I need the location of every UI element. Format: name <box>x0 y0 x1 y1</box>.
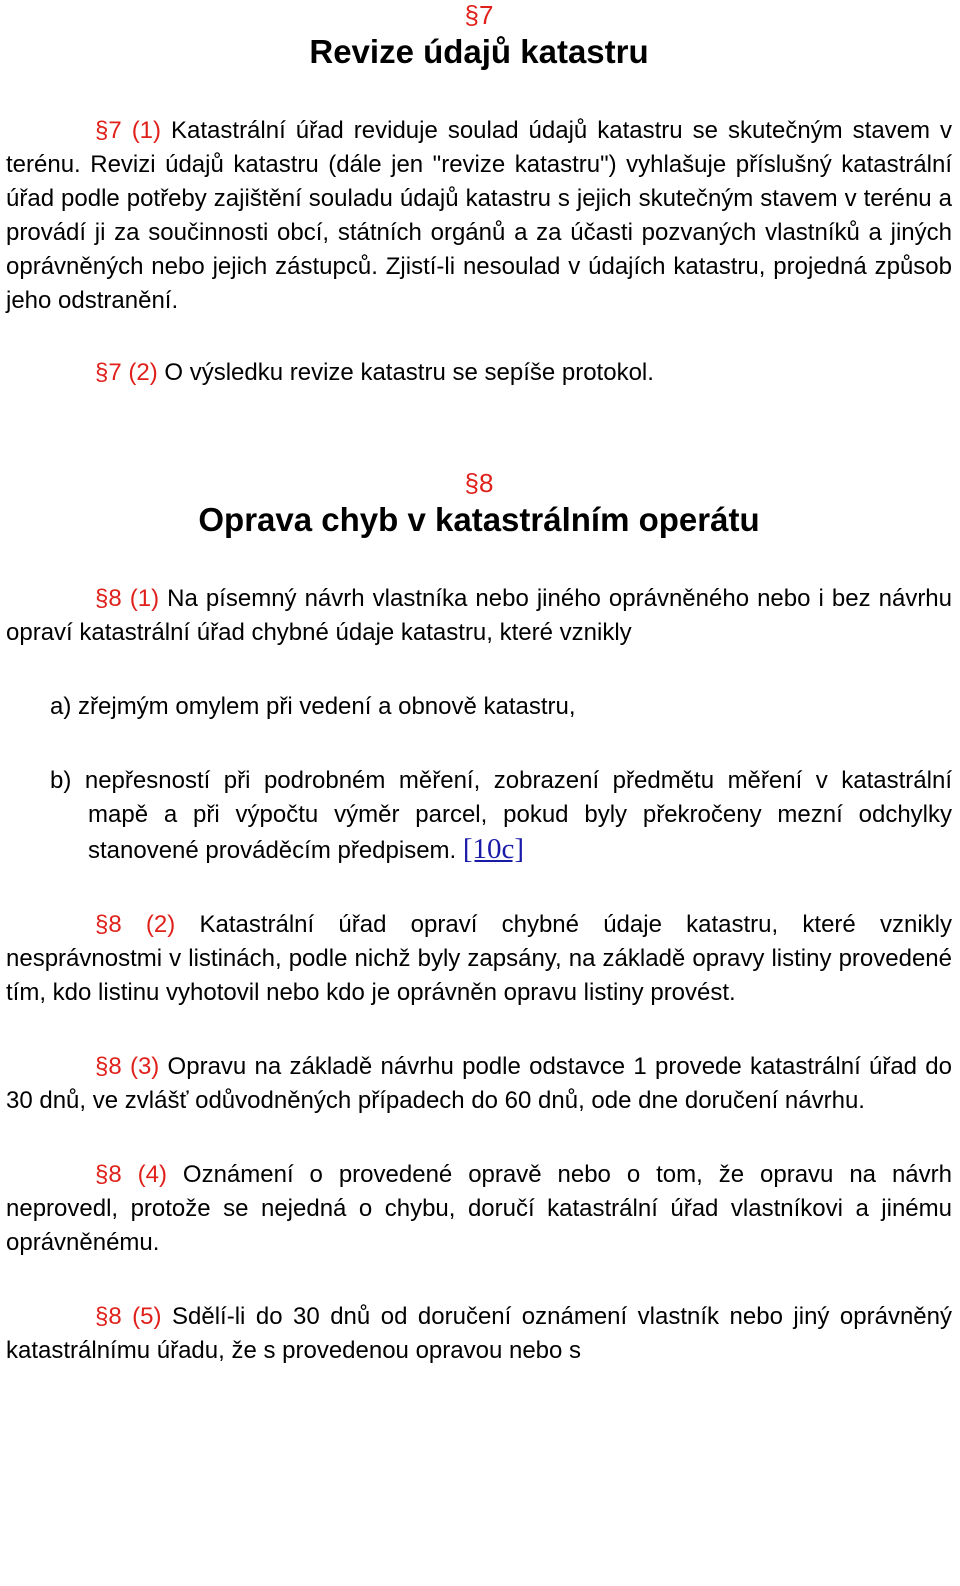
section-8-5-text: Sdělí-li do 30 dnů od doručení oznámení vlastník nebo jiný oprávněný katastrálnímu úřadu, že s provedenou opravou nebo s <box>6 1303 952 1364</box>
list-item-b-text: nepřesností při podrobném měření, zobrazení předmětu měření v katastrální mapě a při výpočtu výměr parcel, pokud byly překročeny mezní odchylky stanovené prováděcím předpisem. <box>84 767 952 864</box>
list-item-a <box>6 690 952 724</box>
section-8-paragraph-2 <box>6 908 952 1010</box>
section-8-5-link[interactable]: §8 (5) <box>95 1303 162 1330</box>
section-7-number-link[interactable]: §7 <box>464 0 494 30</box>
section-8-1-link[interactable]: §8 (1) <box>95 585 160 612</box>
section-8-number-link[interactable]: §8 <box>464 468 494 498</box>
section-7-title: Revize údajů katastru <box>309 33 649 70</box>
section-8-4-link[interactable]: §8 (4) <box>95 1161 167 1188</box>
section-8-paragraph-3 <box>6 1050 952 1118</box>
section-8-paragraph-4 <box>6 1158 952 1260</box>
section-8-2-text: Katastrální úřad opraví chybné údaje katastru, které vznikly nesprávnostmi v listinách, podle nichž byly zapsány, na základě opravy listiny provedené tím, kdo listinu vyhotovil nebo kdo je oprávněn opravu listiny provést. <box>6 911 952 1006</box>
section-8-paragraph-1 <box>6 582 952 650</box>
section-8-3-link[interactable]: §8 (3) <box>95 1053 160 1080</box>
section-8-4-text: Oznámení o provedené opravě nebo o tom, že opravu na návrh neprovedl, protože se nejedná o chybu, doručí katastrální úřad vlastníkovi a jinému oprávněnému. <box>6 1161 952 1256</box>
section-7-number[interactable] <box>6 0 952 30</box>
list-item-b <box>6 764 952 868</box>
section-7-paragraph-2 <box>6 356 952 390</box>
section-7-2-link[interactable]: §7 (2) <box>95 359 158 386</box>
section-7-1-link[interactable]: §7 (1) <box>95 117 162 144</box>
section-8-paragraph-5 <box>6 1300 952 1368</box>
footnote-10c-link[interactable]: [10c] <box>462 833 525 865</box>
section-7-1-text: Katastrální úřad reviduje soulad údajů katastru se skutečným stavem v terénu. Revizi údajů katastru (dále jen "revize katastru") vyhlašuje příslušný katastrální úřad podle potřeby zajištění souladu údajů katastru s jejich skutečným stavem v terénu a provádí ji za součinnosti obcí, státních orgánů a za účasti pozvaných vlastníků a jiných oprávněných nebo jejich zástupců. Zjistí-li nesoulad v údajích katastru, projedná způsob jeho odstranění. <box>6 117 952 314</box>
document-page <box>6 0 952 1368</box>
list-item-a-label: a) <box>50 693 72 720</box>
section-8-title: Oprava chyb v katastrálním operátu <box>198 501 760 538</box>
list-item-a-text: zřejmým omylem při vedení a obnově katastru, <box>78 693 576 720</box>
section-8-2-link[interactable]: §8 (2) <box>95 911 176 938</box>
section-8-number[interactable] <box>6 468 952 498</box>
list-item-b-label: b) <box>50 767 72 794</box>
section-8-1-text: Na písemný návrh vlastníka nebo jiného oprávněného nebo i bez návrhu opraví katastrální úřad chybné údaje katastru, které vznikly <box>6 585 953 646</box>
section-7-paragraph-1 <box>6 114 952 318</box>
section-8-3-text: Opravu na základě návrhu podle odstavce 1 provede katastrální úřad do 30 dnů, ve zvlášť odůvodněných případech do 60 dnů, ode dne doručení návrhu. <box>6 1053 952 1114</box>
section-7-2-text: O výsledku revize katastru se sepíše protokol. <box>157 359 654 386</box>
